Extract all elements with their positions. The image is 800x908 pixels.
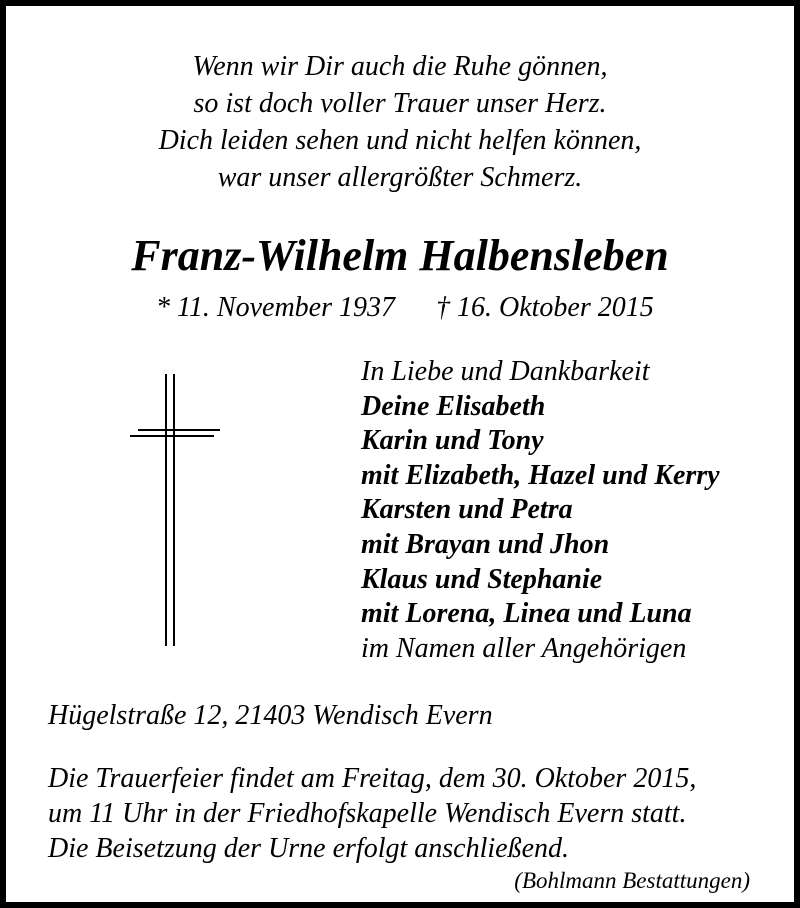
mourner-name: Klaus und Stephanie	[361, 563, 603, 595]
cross-icon	[124, 372, 228, 648]
mourners-list	[361, 355, 720, 666]
undertaker-credit: (Bohlmann Bestattungen)	[514, 868, 750, 893]
mourners-closing: im Namen aller Angehörigen	[361, 632, 687, 664]
ceremony-line: Die Beisetzung der Urne erfolgt anschließend.	[48, 833, 570, 864]
ceremony-line: um 11 Uhr in der Friedhofskapelle Wendisch Evern statt.	[48, 798, 687, 829]
poem-line: Dich leiden sehen und nicht helfen können,	[158, 125, 642, 156]
memorial-poem	[6, 48, 794, 196]
deceased-name: Franz-Wilhelm Halbensleben	[131, 231, 669, 280]
death-date: † 16. Oktober 2015	[436, 292, 654, 323]
mourner-name: Karsten und Petra	[361, 494, 573, 526]
family-address: Hügelstraße 12, 21403 Wendisch Evern	[48, 700, 493, 731]
mourner-name: mit Lorena, Linea und Luna	[361, 598, 692, 630]
mourners-intro: In Liebe und Dankbarkeit	[361, 356, 650, 387]
poem-line: so ist doch voller Trauer unser Herz.	[193, 88, 607, 119]
mourner-name: Deine Elisabeth	[361, 390, 546, 422]
poem-line: Wenn wir Dir auch die Ruhe gönnen,	[192, 51, 608, 82]
mourner-name: Karin und Tony	[361, 425, 544, 457]
mourner-name: mit Elizabeth, Hazel und Kerry	[361, 459, 720, 491]
poem-line: war unser allergrößter Schmerz.	[217, 162, 583, 193]
funeral-details	[48, 761, 696, 866]
mourner-name: mit Brayan und Jhon	[361, 528, 610, 560]
ceremony-line: Die Trauerfeier findet am Freitag, dem 30. Oktober 2015,	[48, 763, 697, 794]
birth-date: * 11. November 1937	[156, 292, 395, 323]
